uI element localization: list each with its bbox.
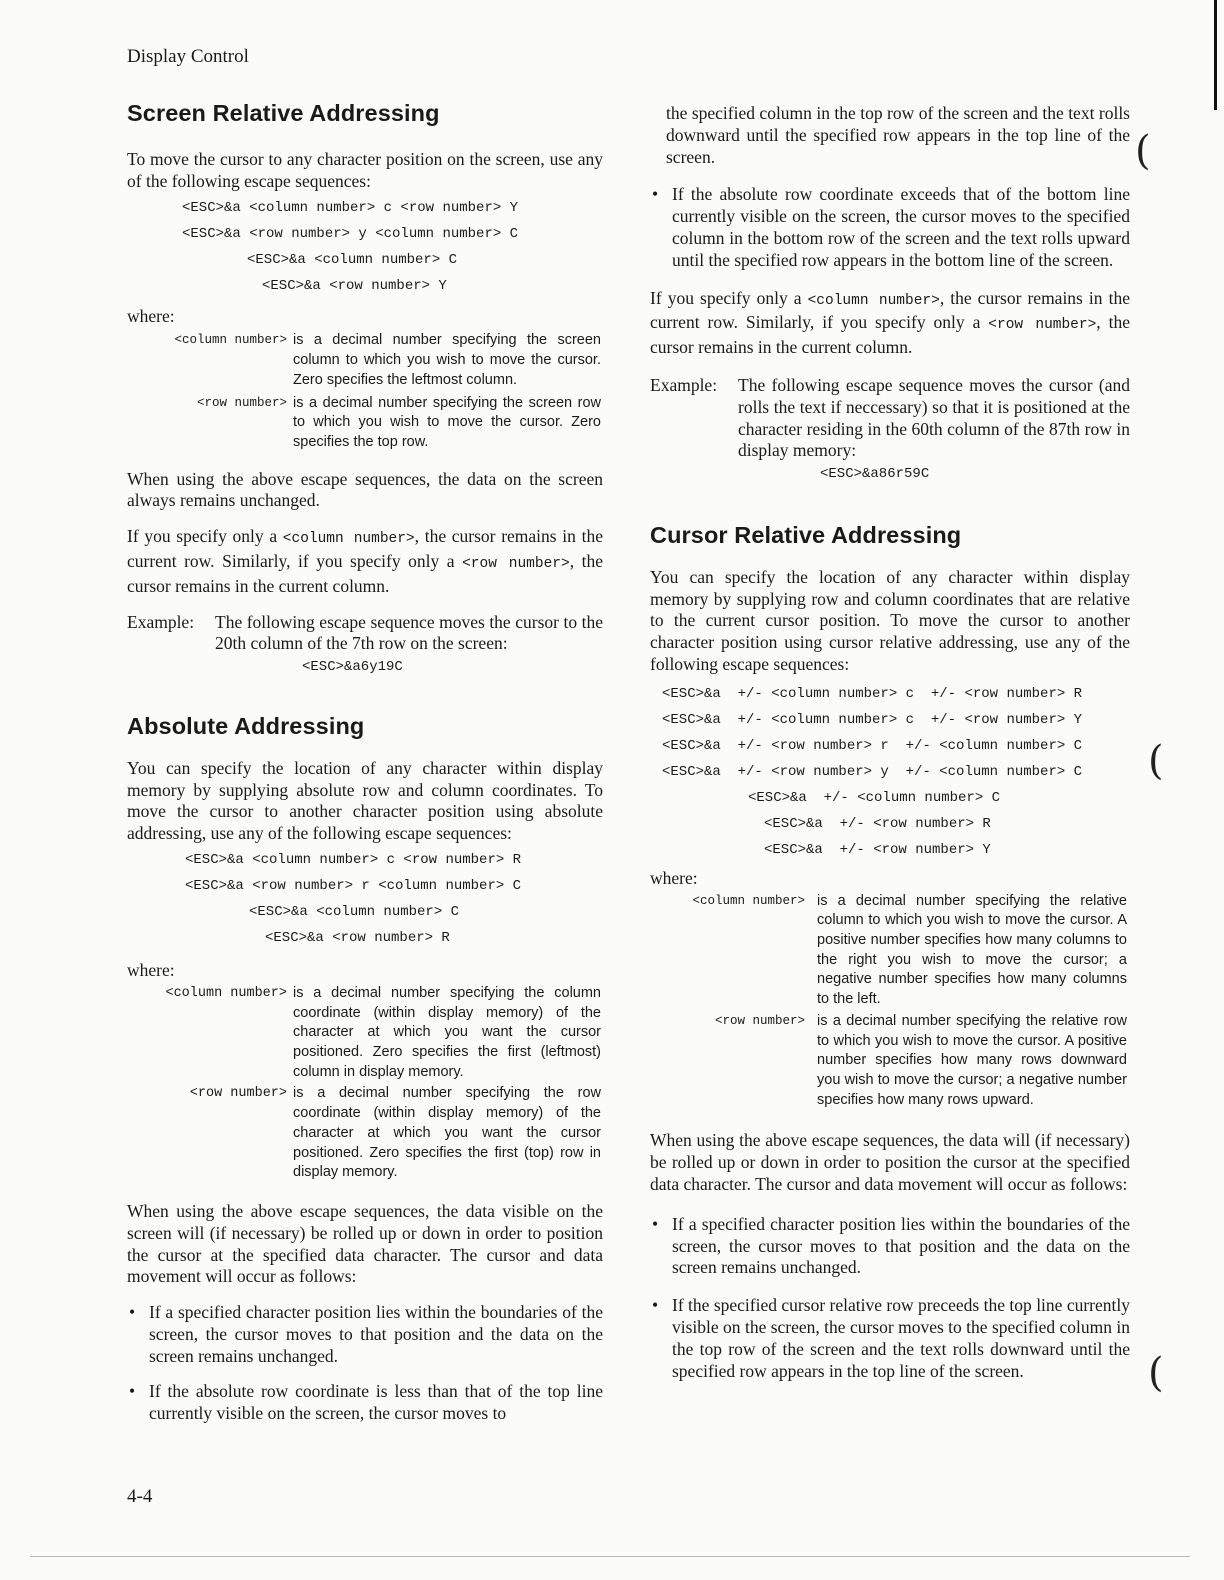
absolute-intro: You can specify the location of any character within display memory by supplying absolute row and column coordinates. To move the cursor to another character position using absolute addressing, use any of the following escape sequences: (127, 757, 603, 844)
where-label: where: (127, 305, 175, 326)
definition-item (650, 892, 1130, 1010)
escape-sequence: <ESC>&a +/- <column number> C (748, 789, 1001, 806)
escape-sequence: <ESC>&a <column number> C (247, 251, 458, 268)
example-label: Example: (127, 611, 195, 632)
example-text: The following escape sequence moves the cursor (and rolls the text if neccessary) so that it is positioned at the character residing in the 60th column of the 87th row in display memory: (738, 374, 1130, 461)
definition-list (127, 331, 603, 452)
paragraph: When using the above escape sequences, the data visible on the screen will (if necessary) be rolled up or down in order to position the cursor at the specified data character. The cursor and data movement will occur as follows: (127, 1200, 603, 1287)
escape-sequence: <ESC>&a <row number> R (265, 930, 450, 947)
bullet-list (127, 1302, 603, 1425)
definition-desc: is a decimal number specifying the column coordinate (within display memory) of the character at which you want the cursor positioned. Zero specifies the first (leftmost) column in display memory. (293, 984, 601, 1080)
screen-relative-intro: To move the cursor to any character position on the screen, use any of the following escape sequences: (127, 149, 603, 191)
escape-sequence: <ESC>&a <column number> C (249, 904, 460, 921)
bullet-list (650, 1214, 1130, 1383)
escape-sequence: <ESC>&a +/- <column number> c +/- <row number> R (662, 685, 1083, 702)
escape-sequence: <ESC>&a <column number> c <row number> Y (182, 199, 519, 216)
escape-sequence: <ESC>&a +/- <row number> r +/- <column number> C (662, 737, 1083, 754)
escape-sequence: <ESC>&a <column number> c <row number> R (185, 852, 522, 869)
margin-rule (1214, 0, 1217, 110)
escape-sequence: <ESC>&a <row number> y <column number> C (182, 225, 519, 242)
screen-relative-sequences (127, 196, 603, 300)
list-item: • If the absolute row coordinate exceeds that of the bottom line currently visible on the screen, the cursor moves to the specified column in the bottom row of the screen and the text rolls upward until the specified row appears in the bottom line of the screen. (650, 184, 1130, 271)
section-heading-screen-relative: Screen Relative Addressing (127, 100, 440, 126)
example-text: The following escape sequence moves the cursor to the 20th column of the 7th row on the screen: (215, 611, 603, 654)
escape-sequence: <ESC>&a <row number> Y (262, 277, 447, 294)
paragraph: When using the above escape sequences, the data on the screen always remains unchanged. (127, 468, 603, 511)
binder-hole-mark: ( (1148, 1350, 1164, 1396)
absolute-sequences (127, 848, 603, 952)
definition-desc: is a decimal number specifying the screen row to which you wish to move the cursor. Zero specifies the top row. (293, 394, 601, 450)
scan-edge (30, 1556, 1190, 1557)
example (127, 612, 603, 656)
definition-desc: is a decimal number specifying the screen column to which you wish to move the cursor. Zero specifies the leftmost column. (293, 332, 601, 388)
definition-item (650, 1012, 1130, 1111)
definition-desc: is a decimal number specifying the relative column to which you wish to move the cursor. A positive number specifies how many columns to the right you wish to move the cursor; a negative number specifies how many columns to the left. (817, 892, 1127, 1008)
definition-term: <row number> (714, 1013, 805, 1028)
bullet-list (650, 184, 1130, 271)
where-label: where: (127, 960, 175, 981)
paragraph: When using the above escape sequences, the data will (if necessary) be rolled up or down in order to position the cursor at the specified data character. The cursor and data movement will occur as follows: (650, 1130, 1130, 1194)
escape-sequence: <ESC>&a +/- <row number> R (764, 815, 991, 832)
paragraph: If you specify only a <column number>, the cursor remains in the current row. Similarly, if you specify only a <row number>, the cursor remains in the current column. (650, 287, 1130, 358)
example-code: <ESC>&a6y19C (302, 659, 403, 676)
right-column (650, 103, 1130, 1382)
definition-term: <row number> (196, 395, 287, 410)
section-heading-cursor-relative: Cursor Relative Addressing (650, 521, 962, 548)
definition-term: <row number> (189, 1086, 287, 1102)
escape-sequence: <ESC>&a <row number> r <column number> C (185, 878, 522, 895)
definition-item (127, 331, 603, 390)
example (650, 375, 1130, 462)
continued-bullet: the specified column in the top row of the screen and the text rolls downward until the specified row appears in the top line of the screen. (666, 103, 1130, 167)
cursor-relative-intro: You can specify the location of any character within display memory by supplying row and column coordinates that are relative to the current cursor position. To move the cursor to another character position using cursor relative addressing, use any of the following escape sequences: (650, 566, 1130, 675)
definition-list (127, 984, 603, 1183)
list-item: • If the absolute row coordinate is less than that of the top line currently visible on the screen, the cursor moves to (127, 1381, 603, 1425)
example-label: Example: (650, 374, 718, 395)
where-label: where: (650, 867, 698, 888)
left-column (127, 100, 603, 1425)
list-item: • If the specified cursor relative row preceeds the top line currently visible on the screen, the cursor moves to the specified column in the top row of the screen and the text rolls downward until the specified row appears in the top line of the screen. (650, 1295, 1130, 1382)
definition-item (127, 394, 603, 453)
definition-term: <column number> (165, 985, 287, 1001)
definition-item (127, 984, 603, 1083)
list-item: • If a specified character position lies within the boundaries of the screen, the cursor moves to that position and the data on the screen remains unchanged. (127, 1302, 603, 1367)
binder-hole-mark: ( (1135, 128, 1151, 174)
paragraph: If you specify only a <column number>, the cursor remains in the current row. Similarly, if you specify only a <row number>, the cursor remains in the current column. (127, 526, 603, 596)
escape-sequence: <ESC>&a +/- <column number> c +/- <row number> Y (662, 711, 1083, 728)
example-code: <ESC>&a86r59C (820, 466, 930, 483)
definition-desc: is a decimal number specifying the row coordinate (within display memory) of the character at which you want the cursor positioned. Zero specifies the first (top) row in display memory. (293, 1085, 601, 1181)
binder-hole-mark: ( (1148, 738, 1164, 784)
definition-term: <column number> (692, 893, 805, 908)
definition-item (127, 1084, 603, 1183)
running-header: Display Control (127, 46, 249, 67)
cursor-relative-sequences (650, 682, 1130, 864)
escape-sequence: <ESC>&a +/- <row number> y +/- <column number> C (662, 763, 1083, 780)
escape-sequence: <ESC>&a +/- <row number> Y (764, 841, 991, 858)
definition-term: <column number> (174, 333, 287, 348)
definition-list (650, 892, 1130, 1111)
section-heading-absolute: Absolute Addressing (127, 712, 365, 739)
definition-desc: is a decimal number specifying the relative row to which you wish to move the cursor. A positive number specifies how many rows downward you wish to move the cursor; a negative number specifies how many rows upward. (817, 1012, 1127, 1108)
list-item: • If a specified character position lies within the boundaries of the screen, the cursor moves to that position and the data on the screen remains unchanged. (650, 1214, 1130, 1279)
page-number: 4-4 (127, 1486, 153, 1507)
